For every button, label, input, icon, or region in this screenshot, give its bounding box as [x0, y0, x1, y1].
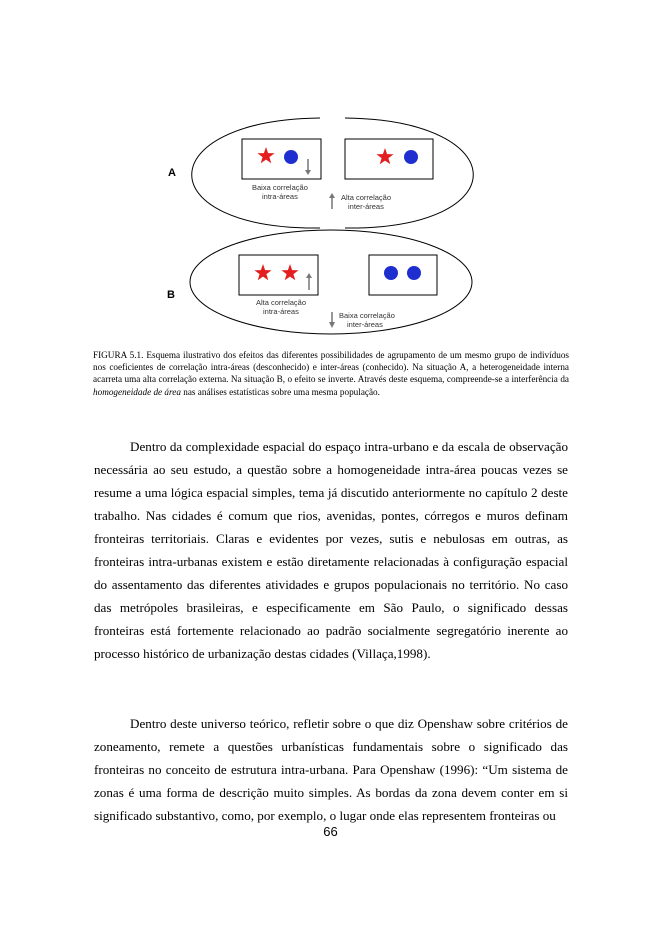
caption-label: FIGURA 5.1.	[93, 350, 144, 360]
star-a1	[257, 147, 274, 163]
area-box-b1	[239, 255, 318, 295]
ellipse-a-left-arc	[192, 118, 320, 228]
arrow-up-icon	[329, 193, 335, 209]
arrow-down-icon	[305, 159, 311, 175]
star-b1	[254, 264, 271, 280]
arrow-down-icon	[329, 312, 335, 328]
circle-a2	[404, 150, 418, 164]
body-paragraph-2: Dentro deste universo teórico, refletir sobre o que diz Openshaw sobre critérios de zoneamento, remete a questões urbanísticas fundamentais sobre o significado das fronteiras no conceito de estrutura intra-urbana. Para Openshaw (1996): “Um sistema de zonas é uma forma de descrição muito simples. As bordas da zona devem conter em si significado substantivo, como, por exemplo, o lugar onde elas representem fronteiras ou	[94, 716, 568, 823]
body-paragraph-1: Dentro da complexidade espacial do espaço intra-urbano e da escala de observação necessária ao seu estudo, a questão sobre a homogeneidade intra-área poucas vezes se resume a uma lógica espacial simples, tema já discutido anteriormente no capítulo 2 deste trabalho. Nas cidades é comum que rios, avenidas, pontes, córregos e muros definam fronteiras territoriais. Claras e evidentes por vezes, sutis e nebulosas em outras, as fronteiras intra-urbanas existem e estão diretamente relacionadas à configuração espacial do assentamento das diferentes atividades e grupos populacionais no território. No caso das metrópoles brasileiras, e especificamente em São Paulo, o significado dessas fronteiras está fortemente relacionado ao padrão socialmente segregatório inerente ao processo histórico de urbanização destas cidades (Villaça,1998).	[94, 439, 568, 661]
situation-a-group	[168, 118, 473, 228]
star-a2	[376, 148, 393, 164]
arrow-up-icon	[306, 273, 312, 290]
ellipse-a-right-arc	[345, 118, 473, 228]
area-box-b2	[369, 255, 437, 295]
caption-text-1: Esquema ilustrativo dos efeitos das diferentes possibilidades de agrupamento de um mesmo grupo de indivíduos nos coeficientes de correlação intra-áreas (desconhecido) e inter-áreas (conhecido). Na situação A, a heterogeneidade interna acarreta uma alta correlação externa. Na situação B, o efeito se inverte. Através deste esquema, compreende-se a interferência da	[93, 350, 570, 385]
a-high-inter-label: Alta correlação inter-áreas	[341, 193, 392, 211]
situation-a-label: A	[168, 167, 176, 179]
situation-b-label: B	[167, 289, 175, 301]
circle-a1	[284, 150, 298, 164]
star-b2	[281, 264, 298, 280]
b-high-intra-label: Alta correlação intra-áreas	[256, 298, 307, 316]
situation-b-group	[167, 230, 472, 334]
circle-b1	[384, 266, 398, 280]
a-low-intra-label: Baixa correlação intra-áreas	[252, 183, 308, 201]
zoning-diagram	[0, 0, 661, 345]
b-low-inter-label: Baixa correlação inter-áreas	[339, 311, 395, 329]
area-box-a2	[345, 139, 433, 179]
caption-italic: homogeneidade de área	[93, 386, 181, 397]
caption-text-2: nas análises estatísticas sobre uma mesma população.	[183, 386, 380, 397]
page-number: 66	[323, 824, 338, 839]
circle-b2	[407, 266, 421, 280]
figure-caption	[93, 349, 569, 398]
